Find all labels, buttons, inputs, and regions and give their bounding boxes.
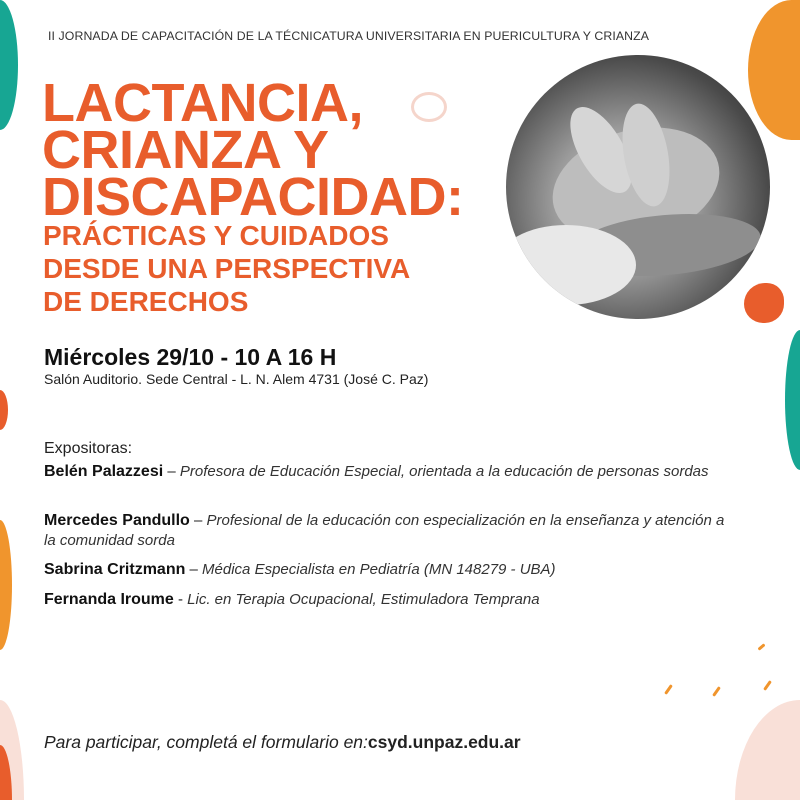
- speaker-item: [44, 560, 734, 580]
- orange-blob-top-right: [748, 0, 800, 140]
- subtitle-line-1: PRÁCTICAS Y CUIDADOS: [43, 220, 389, 251]
- dash-decoration: [757, 643, 765, 650]
- event-header: II JORNADA DE CAPACITACIÓN DE LA TÉCNICATURA UNIVERSITARIA EN PUERICULTURA Y CRIANZA: [48, 29, 650, 43]
- red-blob-right: [744, 283, 784, 323]
- teal-blob-top-left: [0, 0, 18, 130]
- ring-decoration: [411, 92, 447, 122]
- footer-text: Para participar, completá el formulario en:: [44, 732, 368, 752]
- event-date: Miércoles 29/10 - 10 A 16 H: [44, 344, 337, 370]
- speaker-item: [44, 590, 734, 610]
- teal-blob-right: [785, 330, 800, 470]
- pink-blob-bottom-right: [735, 700, 800, 800]
- event-venue: Salón Auditorio. Sede Central - L. N. Alem 4731 (José C. Paz): [44, 371, 429, 387]
- speaker-name: Sabrina Critzmann: [44, 561, 186, 578]
- subtitle-line-2: DESDE UNA PERSPECTIVA: [43, 253, 411, 284]
- speaker-role: Lic. en Terapia Ocupacional, Estimuladora Temprana: [187, 591, 540, 608]
- dash-decoration: [763, 680, 772, 691]
- speakers-label: Expositoras:: [44, 440, 133, 457]
- subtitle-line-3: DE DERECHOS: [43, 286, 249, 317]
- title-line-3: DISCAPACIDAD:: [42, 167, 464, 227]
- speaker-role: Profesional de la educación con especialización en la enseñanza y atención a la comunidad sorda: [44, 512, 725, 549]
- title-line-2: CRIANZA Y: [42, 120, 329, 180]
- separator: –: [189, 512, 207, 529]
- orange-blob-left: [0, 520, 12, 650]
- speaker-item: [44, 462, 734, 482]
- baby-hand-photo: [506, 55, 770, 319]
- separator: –: [185, 561, 203, 578]
- speaker-role: Profesora de Educación Especial, orientada a la educación de personas sordas: [179, 463, 709, 480]
- speaker-name: Belén Palazzesi: [44, 463, 164, 480]
- red-blob-left-edge: [0, 390, 8, 430]
- separator: –: [163, 463, 180, 480]
- speaker-role: Médica Especialista en Pediatría (MN 148279 - UBA): [202, 561, 556, 578]
- speaker-name: Mercedes Pandullo: [44, 512, 190, 529]
- dash-decoration: [664, 684, 673, 695]
- speaker-item: [44, 511, 734, 551]
- registration-link[interactable]: csyd.unpaz.edu.ar: [367, 732, 521, 752]
- dash-decoration: [712, 686, 721, 697]
- speaker-name: Fernanda Iroume: [44, 591, 174, 608]
- separator: -: [173, 591, 188, 608]
- footer: [44, 732, 521, 753]
- title-line-1: LACTANCIA,: [42, 73, 363, 133]
